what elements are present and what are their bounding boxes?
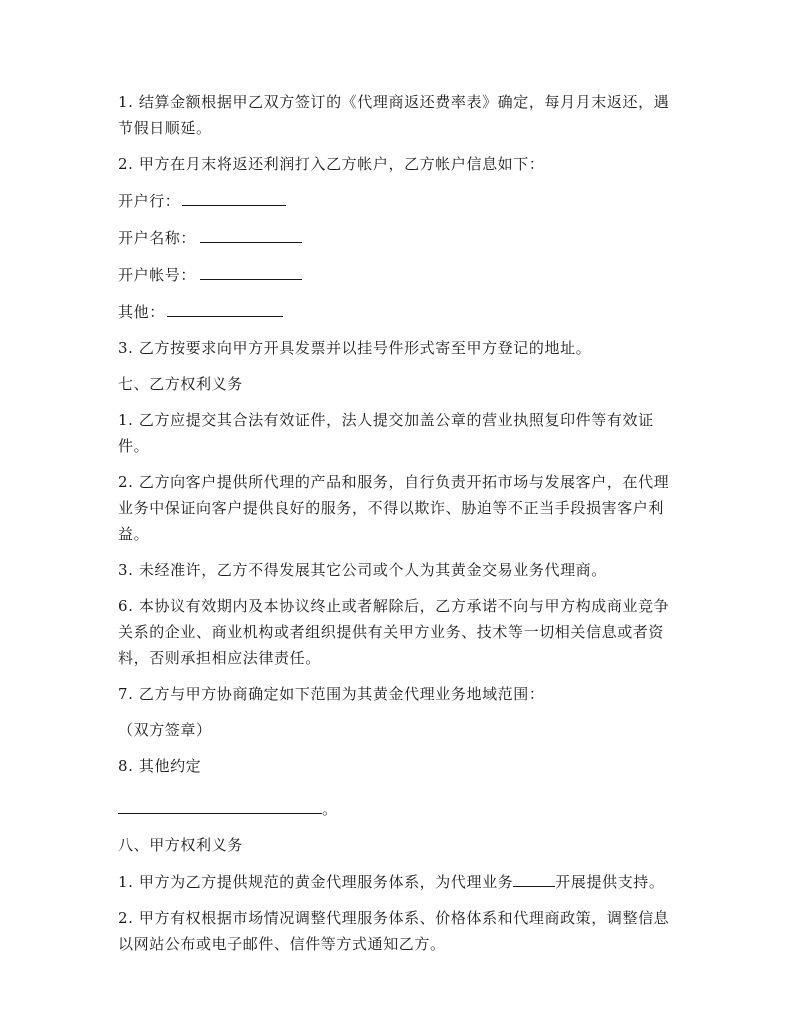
bank-field-line [118,187,680,214]
account-number-field-blank [200,261,302,280]
paragraph-a-support-start: 1. 甲方为乙方提供规范的黄金代理服务体系，为代理业务 [118,873,514,891]
other-terms-blank-line [118,795,680,822]
other-terms-period: 。 [322,800,338,818]
paragraph-b-no-subagents: 3. 未经准许，乙方不得发展其它公司或个人为其黄金交易业务代理商。 [118,561,607,579]
account-number-field-line [118,261,680,288]
account-number-field-label: 开户帐号： [118,266,197,284]
other-terms-blank [118,795,322,814]
paragraph-invoice: 3. 乙方按要求向甲方开具发票并以挂号件形式寄至甲方登记的地址。 [118,339,592,357]
support-blank [513,868,555,887]
paragraph-b-territory: 7. 乙方与甲方协商确定如下范围为其黄金代理业务地域范围： [118,685,545,703]
paragraph-b-services: 2. 乙方向客户提供所代理的产品和服务，自行负责开拓市场与发展客户，在代理业务中保证向客户提供良好的服务，不得以欺诈、胁迫等不正当手段损害客户利益。 [118,473,670,543]
account-name-field-label: 开户名称： [118,229,197,247]
other-field-line [118,298,680,325]
other-field-blank [167,298,283,317]
paragraph-a-policy: 2. 甲方有权根据市场情况调整代理服务体系、价格体系和代理商政策，调整信息以网站公布或电子邮件、信件等方式通知乙方。 [118,909,670,953]
document-body [118,89,680,967]
signature-note: （双方签章） [118,721,212,739]
account-name-field-blank [200,224,302,243]
paragraph-settlement: 1. 结算金额根据甲乙双方签订的《代理商返还费率表》确定，每月月末返还，遇节假日顺延。 [118,93,670,137]
paragraph-a-support [118,868,680,895]
section-heading-party-a-rights: 八、甲方权利义务 [118,836,243,854]
account-name-field-line [118,224,680,251]
section-heading-party-b-rights: 七、乙方权利义务 [118,375,243,393]
other-field-label: 其他： [118,303,165,321]
paragraph-b-confidentiality: 6. 本协议有效期内及本协议终止或者解除后，乙方承诺不向与甲方构成商业竞争关系的企业、商业机构或者组织提供有关甲方业务、技术等一切相关信息或者资料，否则承担相应法律责任。 [118,597,670,667]
paragraph-other-terms: 8. 其他约定 [118,757,202,775]
paragraph-a-support-end: 开展提供支持。 [555,873,665,891]
paragraph-b-certificates: 1. 乙方应提交其合法有效证件，法人提交加盖公章的营业执照复印件等有效证件。 [118,411,654,455]
paragraph-account-transfer: 2. 甲方在月末将返还利润打入乙方帐户，乙方帐户信息如下： [118,155,545,173]
bank-field-blank [182,187,286,206]
bank-field-label: 开户行： [118,192,181,210]
